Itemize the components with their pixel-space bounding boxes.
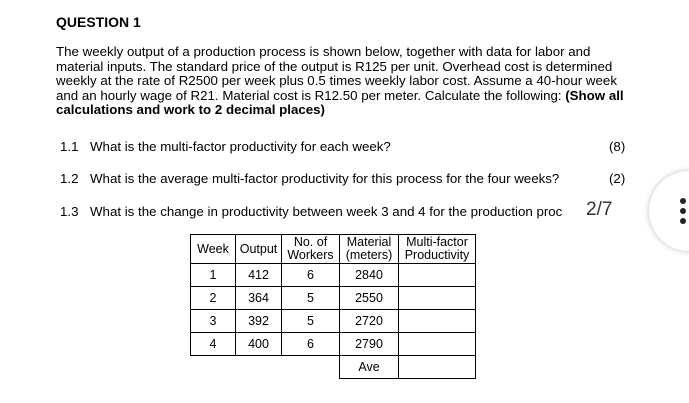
intro-bold-instruction: (Show all calculations and work to 2 decimal places) — [56, 87, 624, 118]
cell-week: 3 — [191, 310, 236, 333]
cell-mfp — [399, 333, 476, 356]
table-row — [191, 287, 476, 310]
question-text: What is the change in productivity between week 3 and 4 for the production proc — [90, 204, 563, 219]
table-header-row — [191, 235, 476, 264]
cell-workers: 6 — [282, 333, 340, 356]
question-heading: QUESTION 1 — [56, 14, 141, 30]
cell-week: 1 — [191, 264, 236, 287]
cell-mfp — [399, 310, 476, 333]
cell-material: 2550 — [340, 287, 399, 310]
question-1-2 — [60, 171, 559, 186]
header-workers: No. of Workers — [282, 235, 340, 264]
question-text: What is the average multi-factor productivity for this process for the four weeks? — [90, 171, 560, 186]
cell-material: 2720 — [340, 310, 399, 333]
question-1-1 — [60, 139, 391, 154]
more-options-icon — [680, 198, 688, 228]
question-1-2-marks: (2) — [609, 171, 626, 186]
question-number: 1.3 — [60, 204, 79, 219]
question-text: What is the multi-factor productivity for each week? — [90, 139, 391, 154]
header-output: Output — [236, 235, 282, 264]
table-row — [191, 264, 476, 287]
cell-workers: 5 — [282, 310, 340, 333]
question-1-3 — [60, 204, 562, 219]
question-1-1-marks: (8) — [609, 139, 626, 154]
table-row — [191, 333, 476, 356]
cell-output: 412 — [236, 264, 282, 287]
cell-material: 2790 — [340, 333, 399, 356]
header-week: Week — [191, 235, 236, 264]
cell-material: 2840 — [340, 264, 399, 287]
cell-workers: 6 — [282, 264, 340, 287]
cell-output: 400 — [236, 333, 282, 356]
intro-text: The weekly output of a production process is shown below, together with data for labor and material inputs. The standard price of the output is R125 per unit. Overhead cost is determined weekly at the rate of R2500 per week plus 0.5 times weekly labor cost. Assume a 40-hour week and an hourly wage of R21. Material cost is R12.50 per meter. Calculate the following: — [56, 44, 617, 103]
data-table — [190, 234, 476, 379]
page-indicator: 2/7 — [586, 199, 613, 220]
cell-mfp — [399, 264, 476, 287]
header-mfp: Multi-factor Productivity — [399, 235, 476, 264]
cell-mfp — [399, 287, 476, 310]
table-row — [191, 310, 476, 333]
header-material: Material (meters) — [340, 235, 399, 264]
question-number: 1.1 — [60, 139, 79, 154]
cell-week: 2 — [191, 287, 236, 310]
cell-output: 364 — [236, 287, 282, 310]
table-ave-row — [191, 356, 476, 379]
question-number: 1.2 — [60, 171, 79, 186]
cell-ave-label: Ave — [340, 356, 399, 379]
cell-week: 4 — [191, 333, 236, 356]
cell-ave-mfp — [399, 356, 476, 379]
cell-output: 392 — [236, 310, 282, 333]
question-intro — [56, 45, 634, 118]
cell-workers: 5 — [282, 287, 340, 310]
